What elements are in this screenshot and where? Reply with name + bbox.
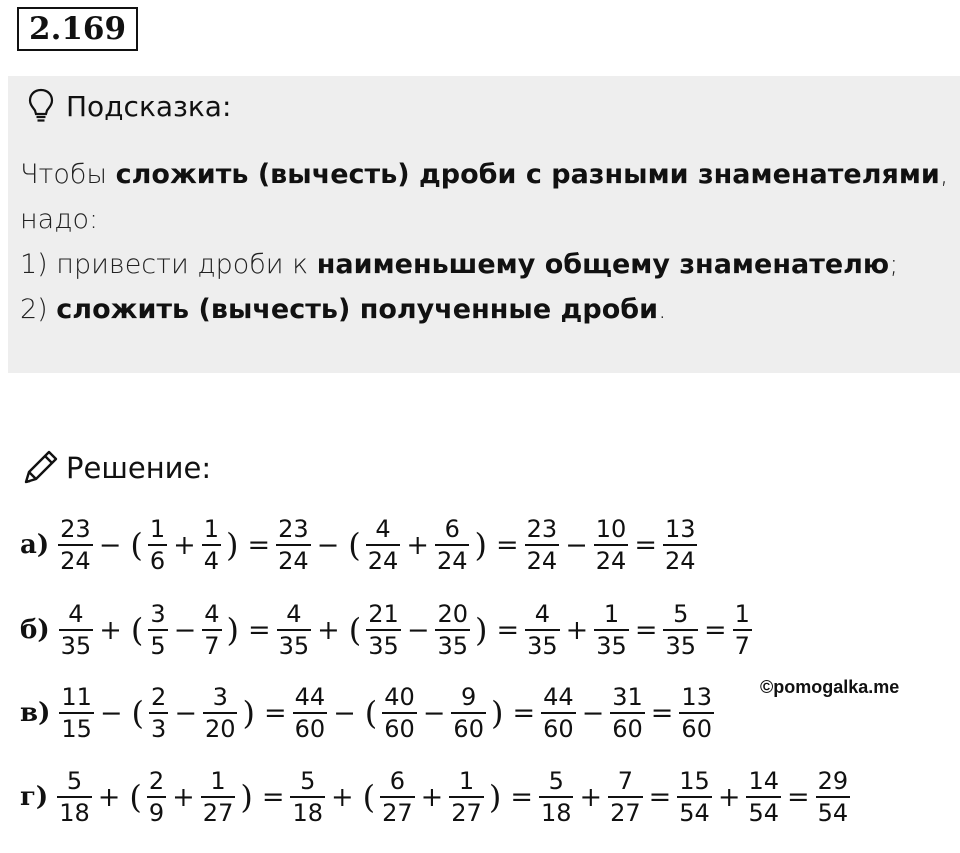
fraction-bar [59, 629, 94, 631]
operator: = [496, 614, 520, 646]
fraction-bar [663, 629, 698, 631]
operator: + [420, 781, 444, 813]
operator: − [174, 697, 197, 729]
numerator: 23 [278, 515, 309, 543]
operator: − [98, 529, 122, 561]
parenthesis: ( [348, 611, 362, 649]
parenthesis: ) [226, 526, 239, 564]
fraction-bar [816, 796, 851, 798]
denominator: 60 [294, 715, 326, 743]
fraction-bar [449, 796, 484, 798]
row-label: г) [20, 782, 49, 812]
numerator: 23 [526, 515, 558, 543]
numerator: 3 [212, 683, 228, 711]
fraction [663, 600, 698, 660]
pencil-icon [20, 448, 60, 488]
operator: = [634, 614, 658, 646]
fraction-bar [293, 712, 328, 714]
fraction [435, 600, 470, 660]
denominator: 20 [204, 715, 236, 743]
numerator: 1 [149, 515, 166, 543]
row-label: б) [20, 615, 50, 645]
denominator: 6 [149, 547, 166, 575]
fraction-bar [149, 712, 168, 714]
hint-line [20, 287, 955, 332]
parenthesis: ( [129, 778, 142, 816]
denominator: 35 [278, 632, 310, 660]
numerator: 29 [817, 767, 849, 795]
operator: + [331, 781, 354, 813]
denominator: 35 [665, 632, 696, 660]
fraction [733, 600, 752, 660]
operator: − [99, 697, 123, 729]
operator: = [263, 697, 287, 729]
operator: = [495, 529, 519, 561]
hint-text-segment: ; [889, 249, 899, 280]
numerator: 1 [210, 767, 226, 795]
row-label: в) [20, 698, 51, 728]
numerator: 7 [617, 767, 634, 795]
denominator: 24 [436, 547, 468, 575]
fraction-bar [203, 712, 238, 714]
numerator: 3 [150, 600, 166, 628]
denominator: 54 [748, 799, 779, 827]
operator: + [579, 781, 603, 813]
parenthesis: ( [364, 694, 378, 732]
denominator: 35 [60, 632, 92, 660]
fraction [594, 600, 629, 660]
hint-header [28, 86, 231, 126]
denominator: 18 [292, 799, 323, 827]
task-number: 2.169 [17, 7, 138, 51]
fraction [366, 600, 401, 660]
operator: = [648, 781, 672, 813]
denominator: 35 [596, 632, 627, 660]
denominator: 27 [610, 799, 641, 827]
fraction-bar [733, 629, 752, 631]
row-label: а) [20, 530, 50, 560]
parenthesis: ( [348, 526, 361, 564]
operator: + [717, 781, 741, 813]
fraction [59, 683, 94, 743]
fraction-bar [435, 544, 470, 546]
numerator: 1 [734, 600, 750, 628]
hint-line [20, 152, 955, 197]
operator: = [247, 614, 271, 646]
denominator: 4 [203, 547, 219, 575]
operator: − [406, 614, 430, 646]
denominator: 60 [453, 715, 484, 743]
operator: − [422, 697, 446, 729]
denominator: 24 [367, 547, 399, 575]
fraction-bar [608, 796, 643, 798]
operator: − [173, 614, 197, 646]
fraction-bar [525, 629, 560, 631]
fraction-bar [366, 544, 401, 546]
operator: = [510, 781, 533, 813]
denominator: 60 [612, 715, 643, 743]
numerator: 4 [286, 600, 302, 628]
fraction-bar [58, 544, 93, 546]
parenthesis: ( [130, 526, 143, 564]
denominator: 24 [526, 547, 558, 575]
parenthesis: ) [242, 694, 255, 732]
fraction-bar [366, 629, 401, 631]
fraction-bar [677, 796, 712, 798]
fraction [148, 600, 167, 660]
denominator: 27 [202, 799, 234, 827]
fraction-bar [277, 629, 312, 631]
fraction [57, 767, 92, 827]
fraction-bar [57, 796, 92, 798]
numerator: 6 [389, 767, 406, 795]
numerator: 44 [543, 683, 574, 711]
denominator: 24 [278, 547, 309, 575]
fraction-bar [382, 712, 417, 714]
numerator: 4 [204, 600, 220, 628]
fraction [366, 515, 401, 575]
fraction-bar [148, 629, 167, 631]
parenthesis: ) [240, 778, 253, 816]
numerator: 5 [66, 767, 83, 795]
fraction [147, 767, 166, 827]
hint-title: Подсказка: [66, 89, 232, 123]
denominator: 7 [204, 632, 220, 660]
operator: = [650, 697, 674, 729]
hint-line [20, 242, 955, 287]
fraction [677, 767, 712, 827]
fraction-bar [539, 796, 574, 798]
numerator: 2 [151, 683, 167, 711]
watermark: ©pomogalka.me [760, 677, 900, 697]
numerator: 4 [375, 515, 391, 543]
fraction [435, 515, 470, 575]
numerator: 13 [681, 683, 712, 711]
operator: + [565, 614, 589, 646]
numerator: 4 [534, 600, 550, 628]
hint-text-segment: Чтобы [20, 159, 116, 190]
fraction [663, 515, 698, 575]
numerator: 1 [203, 515, 219, 543]
denominator: 60 [384, 715, 415, 743]
denominator: 24 [60, 547, 91, 575]
operator: + [172, 781, 195, 813]
numerator: 10 [595, 515, 627, 543]
numerator: 20 [437, 600, 468, 628]
operator: + [99, 614, 122, 646]
numerator: 4 [68, 600, 84, 628]
fraction [382, 683, 417, 743]
numerator: 40 [384, 683, 415, 711]
fraction-bar [202, 629, 221, 631]
numerator: 5 [673, 600, 689, 628]
fraction [293, 683, 328, 743]
fraction [203, 683, 238, 743]
hint-text-segment: 1) привести дроби к [20, 249, 317, 280]
numerator: 15 [679, 767, 710, 795]
operator: + [317, 614, 340, 646]
equation-row-c [20, 682, 715, 744]
fraction-bar [746, 796, 781, 798]
denominator: 35 [437, 632, 468, 660]
lightbulb-icon [28, 88, 54, 124]
denominator: 24 [664, 547, 696, 575]
fraction [149, 683, 168, 743]
fraction [148, 515, 167, 575]
hint-emphasis: сложить (вычесть) дроби с разными знаменателями [115, 159, 940, 190]
parenthesis: ) [474, 611, 488, 649]
denominator: 5 [150, 632, 166, 660]
parenthesis: ) [474, 526, 487, 564]
numerator: 1 [603, 600, 620, 628]
fraction-bar [276, 544, 311, 546]
fraction [525, 515, 560, 575]
fraction [202, 515, 221, 575]
fraction [594, 515, 629, 575]
parenthesis: ( [131, 694, 145, 732]
fraction-bar [435, 629, 470, 631]
solution-header [20, 448, 211, 488]
fraction [610, 683, 645, 743]
denominator: 35 [527, 632, 558, 660]
fraction [746, 767, 781, 827]
fraction [608, 767, 643, 827]
denominator: 18 [59, 799, 90, 827]
numerator: 11 [61, 683, 92, 711]
operator: = [703, 614, 727, 646]
fraction [541, 683, 576, 743]
hint-line [20, 197, 955, 242]
operator: − [316, 529, 340, 561]
operator: − [333, 697, 356, 729]
numerator: 6 [444, 515, 460, 543]
denominator: 27 [451, 799, 482, 827]
fraction-bar [679, 712, 714, 714]
fraction [451, 683, 486, 743]
fraction-bar [290, 796, 325, 798]
operator: = [261, 781, 285, 813]
denominator: 60 [543, 715, 574, 743]
numerator: 44 [294, 683, 326, 711]
numerator: 13 [664, 515, 696, 543]
numerator: 9 [461, 683, 477, 711]
denominator: 9 [148, 799, 165, 827]
denominator: 27 [382, 799, 413, 827]
fraction [290, 767, 325, 827]
fraction-bar [663, 544, 698, 546]
parenthesis: ( [362, 778, 376, 816]
fraction-bar [451, 712, 486, 714]
denominator: 3 [151, 715, 167, 743]
fraction [449, 767, 484, 827]
operator: = [247, 529, 271, 561]
fraction [816, 767, 851, 827]
hint-text [20, 152, 955, 332]
operator: + [406, 529, 429, 561]
numerator: 1 [458, 767, 475, 795]
fraction [59, 600, 94, 660]
numerator: 23 [60, 515, 91, 543]
hint-text-segment: , [939, 159, 949, 190]
fraction [679, 683, 714, 743]
parenthesis: ) [488, 778, 502, 816]
fraction [58, 515, 93, 575]
denominator: 24 [595, 547, 627, 575]
denominator: 35 [368, 632, 399, 660]
operator: = [512, 697, 536, 729]
fraction-bar [594, 544, 629, 546]
denominator: 60 [681, 715, 712, 743]
fraction-bar [148, 544, 167, 546]
hint-text-segment: 2) [20, 294, 57, 325]
fraction-bar [380, 796, 415, 798]
hint-text-segment: надо: [20, 204, 99, 235]
denominator: 18 [540, 799, 572, 827]
equation-row-a [20, 514, 698, 576]
parenthesis: ( [130, 611, 144, 649]
numerator: 5 [300, 767, 316, 795]
fraction-bar [201, 796, 236, 798]
fraction-bar [594, 629, 629, 631]
parenthesis: ) [490, 694, 504, 732]
fraction-bar [610, 712, 645, 714]
operator: = [787, 781, 810, 813]
operator: + [173, 529, 196, 561]
operator: + [97, 781, 121, 813]
fraction [525, 600, 560, 660]
fraction-bar [525, 544, 560, 546]
fraction [539, 767, 574, 827]
hint-text-segment: . [658, 294, 667, 325]
denominator: 7 [734, 632, 750, 660]
operator: = [634, 529, 657, 561]
operator: − [565, 529, 588, 561]
fraction-bar [202, 544, 221, 546]
hint-box [8, 76, 960, 373]
fraction-bar [59, 712, 94, 714]
equation-row-b [20, 599, 753, 661]
denominator: 54 [679, 799, 710, 827]
fraction [277, 600, 312, 660]
numerator: 14 [748, 767, 779, 795]
denominator: 54 [817, 799, 849, 827]
fraction [202, 600, 221, 660]
fraction [201, 767, 236, 827]
numerator: 21 [368, 600, 399, 628]
fraction-bar [147, 796, 166, 798]
equation-row-d [20, 766, 851, 828]
numerator: 31 [612, 683, 643, 711]
fraction [276, 515, 311, 575]
operator: − [581, 697, 605, 729]
fraction-bar [541, 712, 576, 714]
denominator: 15 [61, 715, 92, 743]
hint-emphasis: сложить (вычесть) полученные дроби [56, 294, 659, 325]
solution-title: Решение: [66, 451, 212, 485]
hint-emphasis: наименьшему общему знаменателю [316, 249, 890, 280]
parenthesis: ) [226, 611, 239, 649]
numerator: 5 [548, 767, 564, 795]
fraction [380, 767, 415, 827]
numerator: 2 [148, 767, 165, 795]
